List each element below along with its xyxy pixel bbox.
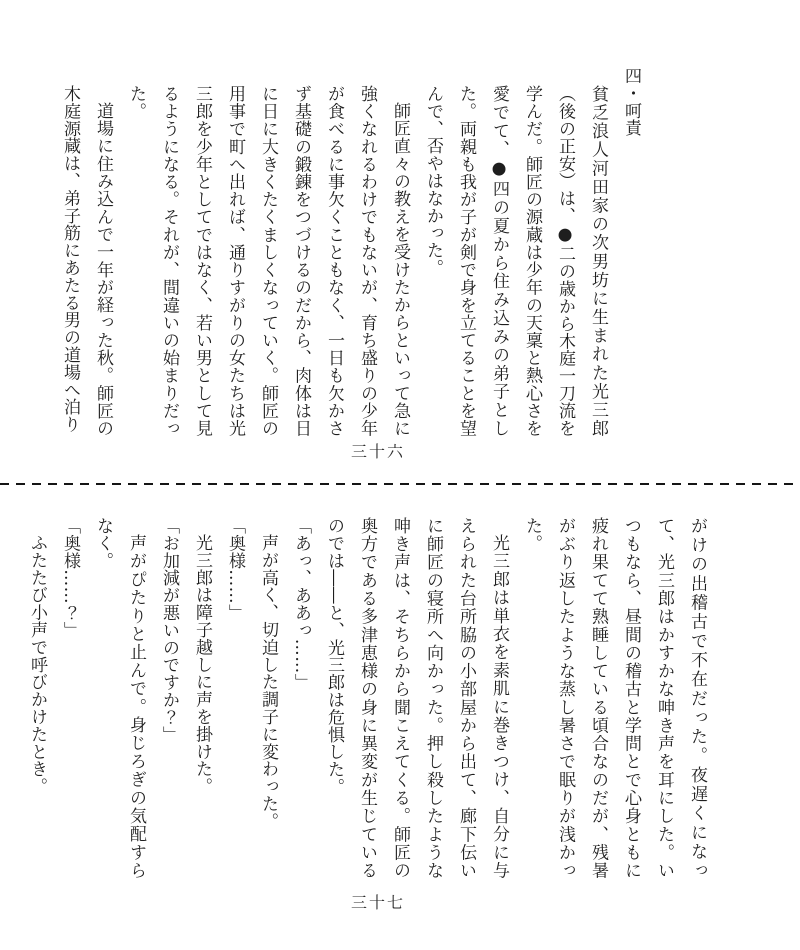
page-37-vertical-text bbox=[20, 517, 713, 879]
paragraph: 貧乏浪人河田家の次男坊に生まれた光三郎（後の正安）は、●二の歳から木庭一刀流を学んだ。師匠の源蔵は少年の天稟と熱心さを愛でて、●四の夏から住み込みの弟子とした。両親も我が子が剣で身を立てることを望んで、否やはなかった。 bbox=[423, 85, 608, 437]
paragraph: 「奥様……」 bbox=[225, 517, 245, 622]
paragraph: 「お加減が悪いのですか？」 bbox=[159, 517, 179, 744]
paragraph: 道場に住み込んで一年が経った秋。師匠の木庭源蔵は、弟子筋にあたる男の道場へ泊り bbox=[60, 85, 113, 437]
paragraph: 師匠直々の教えを受けたからといって急に強くなれるわけでもないが、育ち盛りの少年が食べるに事欠くこともなく、一日も欠かさず基礎の鍛錬をつづけるのだから、肉体は日に日に大きくたくましくなっていく。師匠の用事で町へ出れば、通りすがりの女たちは光三郎を少年としてではなく、若い男として見るようになる。それが、間違いの始まりだった。 bbox=[126, 85, 410, 437]
paragraph: 声が高く、切迫した調子に変わった。 bbox=[258, 534, 278, 830]
paragraph: 「奥様……？」 bbox=[60, 517, 80, 639]
page-36-vertical-text bbox=[53, 67, 679, 437]
chapter-heading: 四・呵責 bbox=[621, 67, 641, 137]
page-37 bbox=[0, 485, 800, 950]
paragraph: 声がぴたりと止んで。身じろぎの気配すらなく。 bbox=[93, 517, 146, 879]
page-number-37: 三十七 bbox=[350, 893, 405, 912]
paragraph: がけの出稽古で不在だった。夜遅くになって、光三郎はかすかな呻き声を耳にした。いつもなら、昼間の稽古と学問とで心身ともに疲れ果てて熟睡している頃合なのだが、残暑がぶり返したような蒸し暑さで眠りが浅かった。 bbox=[522, 517, 707, 879]
page-36-body bbox=[53, 85, 614, 437]
page-number-36: 三十六 bbox=[350, 442, 405, 461]
paragraph: ふたたび小声で呼びかけたとき。 bbox=[27, 534, 47, 795]
paragraph: 光三郎は障子越しに声を掛けた。 bbox=[192, 534, 212, 795]
paragraph: 「あっ、ああっ……」 bbox=[291, 517, 311, 691]
paragraph: 光三郎は単衣を素肌に巻きつけ、自分に与えられた台所脇の小部屋から出て、廊下伝いに師匠の寝所へ向かった。押し殺したような呻き声は、そちらから聞こえてくる。師匠の奥方である多津恵様の身に異変が生じているのでは――と、光三郎は危惧した。 bbox=[324, 517, 509, 879]
page-37-body bbox=[20, 517, 713, 879]
